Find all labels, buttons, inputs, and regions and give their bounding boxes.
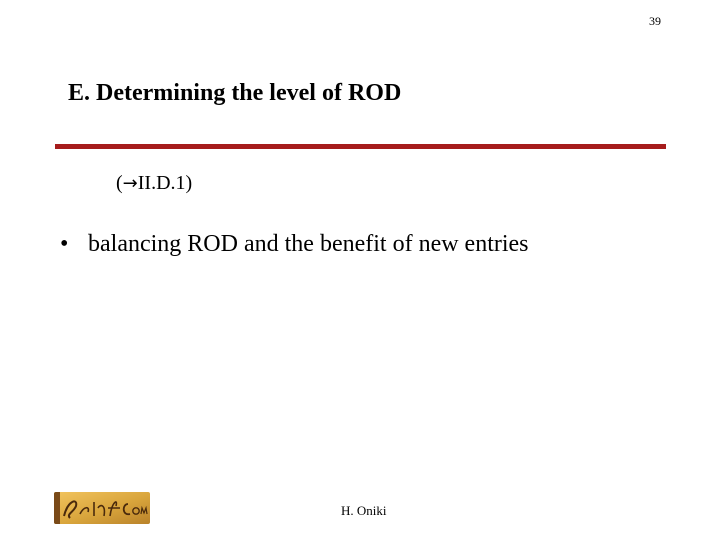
reference-open-paren: ( <box>116 172 123 194</box>
ecinfcom-logo <box>54 492 150 524</box>
right-arrow-icon: → <box>122 173 138 194</box>
bullet-text: balancing ROD and the benefit of new entries <box>88 231 529 257</box>
bullet-list <box>60 231 529 258</box>
bullet-marker: • <box>60 231 69 257</box>
page-number: 39 <box>649 14 661 28</box>
section-reference <box>116 172 192 195</box>
bullet-item <box>60 231 529 258</box>
reference-text: II.D.1) <box>137 172 193 194</box>
slide-title: E. Determining the level of ROD <box>68 80 402 106</box>
footer-author: H. Oniki <box>341 503 387 518</box>
title-divider <box>55 144 666 149</box>
